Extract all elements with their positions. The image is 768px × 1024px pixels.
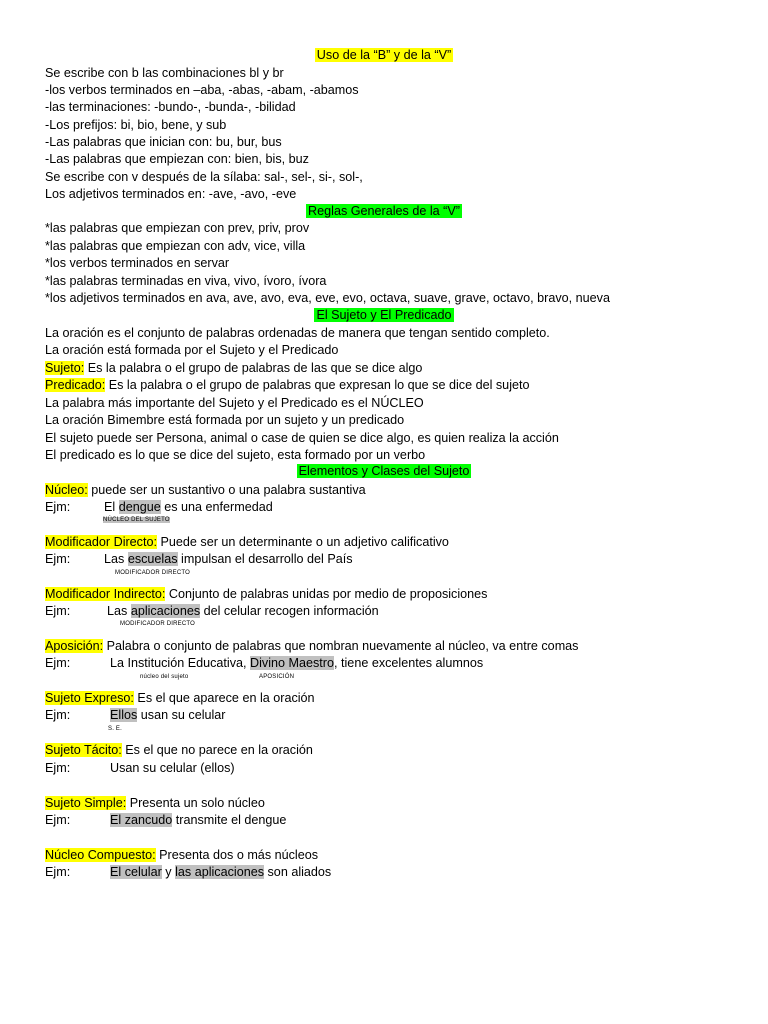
sujeto-expreso-definition bbox=[45, 691, 315, 706]
ejm-label: Ejm: bbox=[45, 761, 71, 775]
ejm-label: Ejm: bbox=[45, 604, 71, 618]
sujeto-tacito-term: Sujeto Tácito: bbox=[45, 743, 122, 757]
example-sentence bbox=[104, 552, 353, 567]
sujeto-simple-def-text: Presenta un solo núcleo bbox=[126, 796, 265, 810]
aposicion-def-text: Palabra o conjunto de palabras que nombran nuevamente al núcleo, va entre comas bbox=[103, 639, 579, 653]
example-text: , tiene excelentes alumnos bbox=[334, 656, 484, 670]
oracion-line: La oración Bimembre está formada por un sujeto y un predicado bbox=[45, 413, 405, 427]
annotation-note: MODIFICADOR DIRECTO bbox=[120, 621, 196, 627]
heading-text: Reglas Generales de la “V” bbox=[308, 204, 460, 218]
oracion-line: La oración es el conjunto de palabras ordenadas de manera que tengan sentido completo. bbox=[45, 326, 550, 340]
highlighted-word: dengue bbox=[118, 500, 161, 514]
bv-rule-line: -Las palabras que inician con: bu, bur, bus bbox=[45, 135, 282, 149]
heading-text: Uso de la “B” y de la “V” bbox=[316, 48, 452, 62]
oracion-line: La oración está formada por el Sujeto y el Predicado bbox=[45, 343, 339, 357]
nucleo-compuesto-def-text: Presenta dos o más núcleos bbox=[155, 848, 319, 862]
nucleo-def-text: puede ser un sustantivo o una palabra sustantiva bbox=[87, 483, 366, 497]
bv-rule-line: Se escribe con b las combinaciones bl y br bbox=[45, 66, 284, 80]
heading-elementos-sujeto bbox=[0, 464, 768, 479]
annotation-note bbox=[103, 517, 170, 524]
nucleo-term: Núcleo: bbox=[45, 483, 88, 497]
highlighted-word: escuelas bbox=[127, 552, 178, 566]
sujeto-term: Sujeto: bbox=[45, 361, 85, 375]
sujeto-tacito-def-text: Es el que no parece en la oración bbox=[121, 743, 313, 757]
example-text: es una enfermedad bbox=[160, 500, 273, 514]
annotation-note: núcleo del sujeto bbox=[140, 674, 189, 680]
highlighted-word: aplicaciones bbox=[130, 604, 201, 618]
example-sentence bbox=[107, 604, 379, 619]
ejm-label: Ejm: bbox=[45, 656, 71, 670]
example-sentence bbox=[110, 708, 226, 723]
example-sentence bbox=[110, 865, 331, 880]
nucleo-compuesto-definition bbox=[45, 848, 318, 863]
mod-indirecto-term: Modificador Indirecto: bbox=[45, 587, 166, 601]
example-text: y bbox=[161, 865, 176, 879]
nucleo-definition bbox=[45, 483, 366, 498]
mod-indirecto-def-text: Conjunto de palabras unidas por medio de proposiciones bbox=[165, 587, 488, 601]
sujeto-def-text: Es la palabra o el grupo de palabras de las que se dice algo bbox=[84, 361, 423, 375]
annotation-note: S. E. bbox=[108, 726, 123, 732]
ejm-label: Ejm: bbox=[45, 865, 71, 879]
v-rule-line: *los verbos terminados en servar bbox=[45, 256, 230, 270]
oracion-line: El sujeto puede ser Persona, animal o case de quien se dice algo, es quien realiza la acción bbox=[45, 431, 559, 445]
v-rule-line: *las palabras que empiezan con adv, vice, villa bbox=[45, 239, 306, 253]
heading-text: Elementos y Clases del Sujeto bbox=[298, 464, 470, 478]
mod-directo-definition bbox=[45, 535, 449, 550]
sujeto-tacito-definition bbox=[45, 743, 313, 758]
example-text: El bbox=[104, 500, 119, 514]
v-rule-line: *las palabras terminadas en viva, vivo, ívoro, ívora bbox=[45, 274, 327, 288]
oracion-line: La palabra más importante del Sujeto y el Predicado es el NÚCLEO bbox=[45, 396, 424, 410]
example-text: impulsan el desarrollo del País bbox=[177, 552, 353, 566]
predicado-def-text: Es la palabra o el grupo de palabras que expresan lo que se dice del sujeto bbox=[105, 378, 530, 392]
bv-rule-line: -Los prefijos: bi, bio, bene, y sub bbox=[45, 118, 227, 132]
ejm-label: Ejm: bbox=[45, 813, 71, 827]
example-text: son aliados bbox=[264, 865, 332, 879]
highlighted-word: Ellos bbox=[110, 708, 138, 722]
example-sentence bbox=[110, 656, 483, 671]
mod-indirecto-definition bbox=[45, 587, 487, 602]
ejm-label: Ejm: bbox=[45, 500, 71, 514]
mod-directo-term: Modificador Directo: bbox=[45, 535, 157, 549]
example-sentence: Usan su celular (ellos) bbox=[110, 761, 235, 775]
heading-sujeto-predicado bbox=[0, 308, 768, 323]
sujeto-simple-definition bbox=[45, 796, 265, 811]
v-rule-line: *los adjetivos terminados en ava, ave, avo, eva, eve, evo, octava, suave, grave, octavo, bravo, nueva bbox=[45, 291, 610, 305]
annotation-note: MODIFICADOR DIRECTO bbox=[115, 570, 191, 576]
annotation-text: NÚCLEO DEL SUJETO bbox=[103, 517, 170, 523]
heading-uso-b-v bbox=[0, 48, 768, 63]
highlighted-word: El zancudo bbox=[110, 813, 173, 827]
example-text: usan su celular bbox=[137, 708, 226, 722]
example-text: Las bbox=[107, 604, 131, 618]
sujeto-expreso-def-text: Es el que aparece en la oración bbox=[133, 691, 315, 705]
mod-directo-def-text: Puede ser un determinante o un adjetivo calificativo bbox=[157, 535, 449, 549]
nucleo-compuesto-term: Núcleo Compuesto: bbox=[45, 848, 156, 862]
bv-rule-line: -las terminaciones: -bundo-, -bunda-, -bilidad bbox=[45, 100, 296, 114]
example-sentence bbox=[110, 813, 286, 828]
v-rule-line: *las palabras que empiezan con prev, priv, prov bbox=[45, 221, 310, 235]
sujeto-definition bbox=[45, 361, 422, 376]
sujeto-expreso-term: Sujeto Expreso: bbox=[45, 691, 134, 705]
heading-text: El Sujeto y El Predicado bbox=[316, 308, 452, 322]
predicado-term: Predicado: bbox=[45, 378, 106, 392]
bv-rule-line: -los verbos terminados en –aba, -abas, -abam, -abamos bbox=[45, 83, 359, 97]
ejm-label: Ejm: bbox=[45, 708, 71, 722]
bv-rule-line: Se escribe con v después de la sílaba: sal-, sel-, si-, sol-, bbox=[45, 170, 363, 184]
highlighted-word: las aplicaciones bbox=[175, 865, 265, 879]
example-text: Las bbox=[104, 552, 128, 566]
predicado-definition bbox=[45, 378, 530, 393]
aposicion-definition bbox=[45, 639, 578, 654]
example-text: transmite el dengue bbox=[172, 813, 287, 827]
sujeto-simple-term: Sujeto Simple: bbox=[45, 796, 127, 810]
highlighted-word: Divino Maestro bbox=[250, 656, 335, 670]
highlighted-word: El celular bbox=[110, 865, 162, 879]
example-text: del celular recogen información bbox=[200, 604, 379, 618]
example-text: La Institución Educativa, bbox=[110, 656, 251, 670]
aposicion-term: Aposición: bbox=[45, 639, 104, 653]
ejm-label: Ejm: bbox=[45, 552, 71, 566]
heading-reglas-v bbox=[0, 204, 768, 219]
oracion-line: El predicado es lo que se dice del sujeto, esta formado por un verbo bbox=[45, 448, 426, 462]
bv-rule-line: Los adjetivos terminados en: -ave, -avo, -eve bbox=[45, 187, 297, 201]
annotation-note: APOSICIÓN bbox=[259, 674, 295, 680]
bv-rule-line: -Las palabras que empiezan con: bien, bis, buz bbox=[45, 152, 309, 166]
example-sentence bbox=[104, 500, 273, 515]
